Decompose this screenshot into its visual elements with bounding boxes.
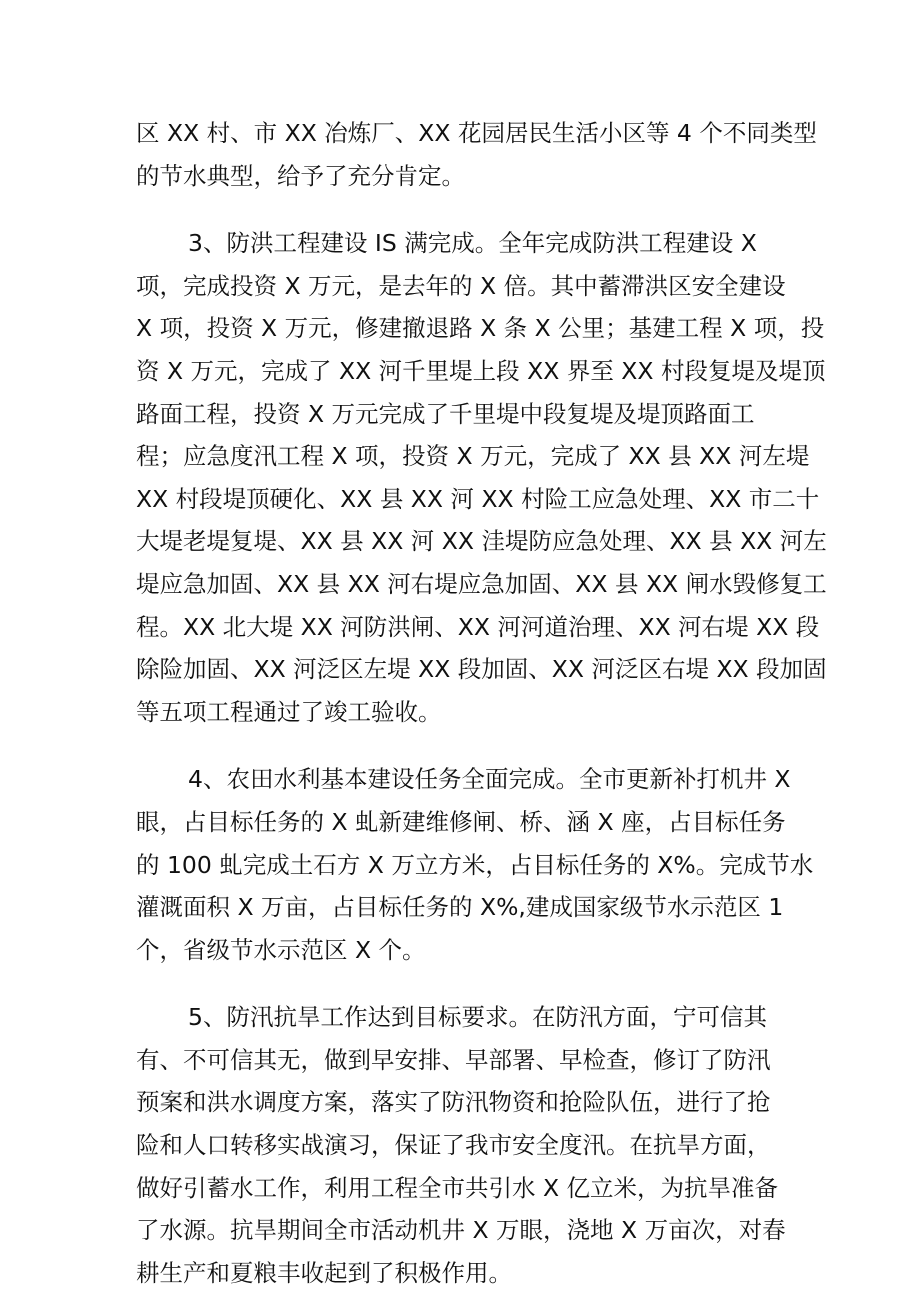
text-line: 灌溉面积 X 万亩，占目标任务的 X%,建成国家级节水示范区 1 [136,893,784,922]
text-line: 眼，占目标任务的 X 虬新建维修闸、桥、涵 X 座，占目标任务 [136,807,786,836]
text-line: XX 村段堤顶硬化、XX 县 XX 河 XX 村险工应急处理、XX 市二十 [136,484,820,513]
text-line: X 项，投资 X 万元，修建撤退路 X 条 X 公里；基建工程 X 项，投 [136,314,825,343]
text-line: 个，省级节水示范区 X 个。 [136,935,426,964]
paragraph-gap [136,733,784,758]
text-line: 除险加固、XX 河泛区左堤 XX 段加固、XX 河泛区右堤 XX 段加固 [136,655,827,684]
paragraph-water-saving [136,112,817,197]
text-line: 做好引蓄水工作，利用工程全市共引水 X 亿立米，为抗旱准备 [136,1173,779,1202]
text-line: 项，完成投资 X 万元，是去年的 X 倍。其中蓄滞洪区安全建设 [136,271,786,300]
paragraph-farmland-irrigation [136,758,814,971]
paragraph-flood-control [136,222,827,733]
text-line: 有、不可信其无，做到早安排、早部署、早检查，修订了防汛 [136,1045,771,1074]
document-page [136,112,827,1294]
text-line: 3、防洪工程建设 IS 满完成。全年完成防洪工程建设 X [188,229,757,258]
text-line: 险和人口转移实战演习，保证了我市安全度汛。在抗旱方面， [136,1131,771,1160]
text-line: 程。XX 北大堤 XX 河防洪闸、XX 河河道治理、XX 河右堤 XX 段 [136,612,820,641]
text-line: 5、防汛抗旱工作达到目标要求。在防汛方面，宁可信其 [188,1003,767,1032]
text-line: 资 X 万元，完成了 XX 河千里堤上段 XX 界至 XX 村段复堤及堤顶 [136,356,826,385]
paragraph-gap [136,197,784,222]
text-line: 4、农田水利基本建设任务全面完成。全市更新补打机井 X [188,765,791,794]
text-line: 堤应急加固、XX 县 XX 河右堤应急加固、XX 县 XX 闸水毁修复工 [136,569,827,598]
text-line: 的 100 虬完成土石方 X 万立方米，占目标任务的 X%。完成节水 [136,850,814,879]
text-line: 耕生产和夏粮丰收起到了积极作用。 [136,1258,512,1287]
paragraph-flood-drought-relief [136,996,784,1294]
text-line: 预案和洪水调度方案，落实了防汛物资和抢险队伍，进行了抢 [136,1088,771,1117]
text-line: 了水源。抗旱期间全市活动机井 X 万眼，浇地 X 万亩次，对春 [136,1216,786,1245]
text-line: 等五项工程通过了竣工验收。 [136,697,442,726]
text-line: 路面工程，投资 X 万元完成了千里堤中段复堤及堤顶路面工 [136,399,755,428]
paragraph-gap [136,971,784,996]
text-line: 程；应急度汛工程 X 项，投资 X 万元，完成了 XX 县 XX 河左堤 [136,442,810,471]
text-line: 的节水典型，给予了充分肯定。 [136,161,465,190]
text-line: 大堤老堤复堤、XX 县 XX 河 XX 洼堤防应急处理、XX 县 XX 河左 [136,527,827,556]
text-line: 区 XX 村、市 XX 冶炼厂、XX 花园居民生活小区等 4 个不同类型 [136,119,817,147]
